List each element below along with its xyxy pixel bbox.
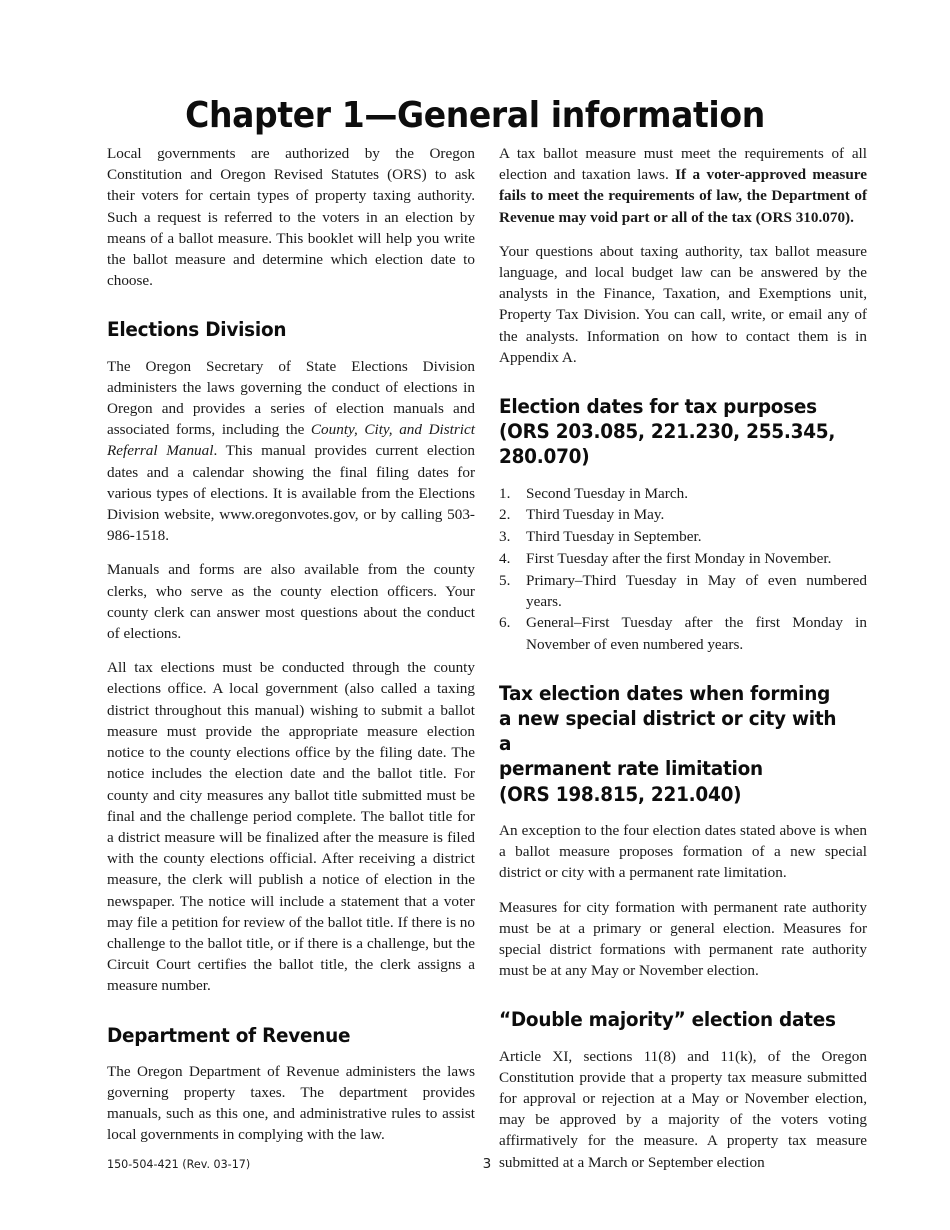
list-item-number: 4.	[499, 549, 511, 567]
heading-line-1: Tax election dates when forming	[499, 681, 831, 705]
page-title: Chapter 1—General information	[185, 94, 765, 136]
questions-paragraph: Your questions about taxing authority, tax ballot measure language, and local budget law can be answered by the analysts in the Finance, Taxation, and Exemptions unit, Property Tax Division. You can call, write, or email any of the analysts. Information on how to contact them is in Appendix A.	[499, 242, 867, 366]
tbm-text-plain: A tax ballot measure must meet the requirements of all election and taxation laws.	[499, 145, 867, 184]
heading-line-3: 280.070)	[499, 445, 590, 469]
heading-elections-division: Elections Division	[107, 318, 287, 342]
heading-line-4: (ORS 198.815, 221.040)	[499, 782, 742, 806]
heading-department-of-revenue: Department of Revenue	[107, 1023, 351, 1047]
list-item-label: Primary–Third Tuesday in May of even numbered years.	[526, 571, 867, 610]
elections-division-paragraph-1	[107, 356, 475, 547]
intro-paragraph: Local governments are authorized by the Oregon Constitution and Oregon Revised Statutes (ORS) to ask their voters for certain types of property taxing authority. Such a request is referred to the voters in an election by means of a ballot measure. This booklet will help you write the ballot measure and determine which election date to choose.	[107, 145, 475, 290]
heading-line-2: a new special district or city with a	[499, 707, 837, 756]
list-item-label: Third Tuesday in May.	[526, 506, 665, 524]
list-item-number: 2.	[499, 506, 511, 524]
list-item	[499, 548, 867, 569]
list-item	[499, 526, 867, 547]
heading-line-3: permanent rate limitation	[499, 757, 763, 781]
department-of-revenue-paragraph-1: The Oregon Department of Revenue administers the laws governing property taxes. The department provides manuals, such as this one, and administrative rules to assist local governments in complying with the law.	[107, 1062, 475, 1144]
forming-district-paragraph-2: Measures for city formation with permanent rate authority must be at a primary or general election. Measures for special district formations with permanent rate authority must be at any May or November election.	[499, 898, 867, 980]
list-item	[499, 504, 867, 525]
election-dates-list	[499, 483, 867, 655]
tbm-text-bold: If a voter-approved measure fails to meet the requirements of law, the Department of Revenue may void part or all of the tax (ORS 310.070).	[499, 166, 867, 226]
ed-p1-text-b: . This manual provides current election dates and a calendar showing the final filing dates for various types of elections. It is available from the Elections Division website, www.oregonvotes.gov, or by calling 503-986-1518.	[107, 442, 475, 545]
list-item-label: Third Tuesday in September.	[526, 528, 702, 546]
list-item-number: 5.	[499, 571, 511, 589]
heading-double-majority-election-dates: “Double majority” election dates	[499, 1008, 836, 1032]
forming-district-paragraph-1: An exception to the four election dates stated above is when a ballot measure proposes formation of a new special district or city with a permanent rate limitation.	[499, 821, 867, 882]
list-item	[499, 483, 867, 504]
left-column	[107, 143, 475, 1146]
heading-election-dates-for-tax-purposes	[499, 394, 849, 470]
list-item-label: First Tuesday after the first Monday in November.	[526, 549, 832, 567]
right-column	[499, 143, 867, 1173]
list-item	[499, 612, 867, 654]
footer-page-number: 3	[482, 1156, 492, 1172]
heading-line-1: Election dates for tax purposes	[499, 395, 817, 419]
manual-title-italic: County, City, and District Referral Manual	[107, 421, 475, 460]
page-footer	[107, 1157, 867, 1177]
list-item-number: 6.	[499, 614, 511, 632]
double-majority-paragraph-1: Article XI, sections 11(8) and 11(k), of the Oregon Constitution provide that a property tax measure submitted for approval or rejection at a May or November election, may be approved by a majority of the voters voting affirmatively for the measure. A property tax measure submitted at a March or September election	[499, 1047, 867, 1171]
list-item-label: General–First Tuesday after the first Monday in November of even numbered years.	[526, 614, 867, 653]
elections-division-paragraph-2: Manuals and forms are also available from the county clerks, who serve as the county election officers. Your county clerk can answer most questions about the conduct of elections.	[107, 561, 475, 643]
heading-line-2: (ORS 203.085, 221.230, 255.345,	[499, 420, 836, 444]
heading-tax-election-dates-forming-district	[499, 681, 849, 807]
ed-p1-text-a: The Oregon Secretary of State Elections Division administers the laws governing the conduct of elections in Oregon and provides a series of election manuals and associated forms, including the	[107, 357, 475, 439]
list-item-number: 1.	[499, 484, 511, 502]
footer-form-number: 150-504-421 (Rev. 03-17)	[107, 1157, 251, 1171]
list-item-number: 3.	[499, 528, 511, 546]
list-item-label: Second Tuesday in March.	[526, 484, 688, 502]
list-item	[499, 570, 867, 612]
elections-division-paragraph-3: All tax elections must be conducted through the county elections office. A local government (also called a taxing district throughout this manual) wishing to submit a ballot measure must provide the appropriate measure election notice to the county elections office by the filing date. The notice includes the election date and the ballot title. For county and city measures any ballot title submitted must be final and the challenge period complete. The ballot title for a district measure will be finalized after the measure is filed with the county elections official. After receiving a district measure, the clerk will publish a notice of election in the newspaper. The notice will include a statement that a voter may file a petition for review of the ballot title. If there is no challenge to the ballot title, or if there is a challenge, but the Circuit Court certifies the ballot title, the clerk assigns a measure number.	[107, 659, 475, 995]
tax-ballot-measure-paragraph	[499, 143, 867, 228]
